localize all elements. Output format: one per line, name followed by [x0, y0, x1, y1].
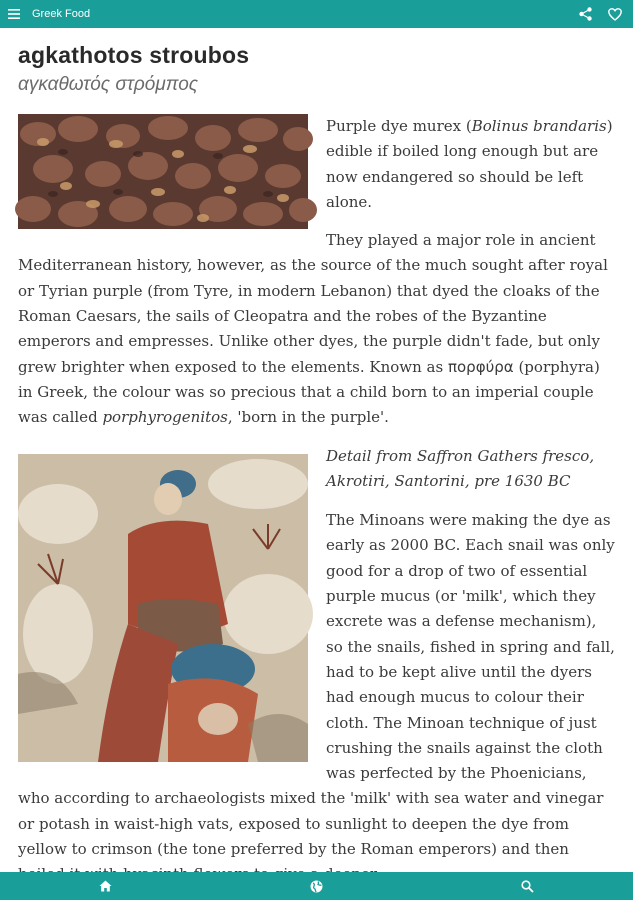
- hamburger-menu-icon[interactable]: [0, 0, 28, 28]
- greek-term-porphyra: πορφύρα: [447, 357, 514, 376]
- heart-icon[interactable]: [607, 6, 623, 22]
- saffron-gatherers-fresco-image: [18, 454, 308, 762]
- paragraph-2: They played a major role in ancient Mediterranean history, however, as the source of the much sought after royal or Tyrian purple (from Tyre, in modern Lebanon) that dyed the cloaks of the Roman Caesars, the sails of Cleopatra and the robes of the Byzantine emperors and empresses. Unlike other dyes, the purple didn't fade, but only grew brighter when exposed to the elements. Known as πορφύρα (porphyra) in Greek, the colour was so precious that a child born to an imperial couple was called porphyrogenitos, 'born in the purple'.: [18, 231, 608, 427]
- home-icon[interactable]: [98, 878, 114, 894]
- term-porphyrogenitos: porphyrogenitos: [102, 408, 228, 427]
- share-icon[interactable]: [577, 6, 593, 22]
- page-subtitle-greek: αγκαθωτός στρόμπος: [18, 74, 199, 95]
- page-title: agkathotos stroubos: [18, 42, 250, 68]
- article-content[interactable]: [0, 28, 633, 872]
- globe-icon[interactable]: [309, 878, 325, 894]
- murex-shells-image: [18, 114, 308, 229]
- bottom-navigation: [0, 872, 633, 900]
- app-bar: [0, 0, 633, 28]
- species-name: Bolinus brandaris: [471, 117, 607, 135]
- app-title: Greek Food: [32, 8, 91, 20]
- paragraph-3: The Minoans were making the dye as early as 2000 BC. Each snail was only good for a drop of two of essential purple mucus (or 'milk', which they excrete was a defense mechanism), so the snails, fished in spring and fall, had to be kept alive until the dyers had enough mucus to colour their cloth. The Minoan technique of just crushing the snails against the cloth was perfected by the Phoenicians, who according to archaeologists mixed the 'milk' with sea water and vinegar or potash in waist-high vats, exposed to sunlight to deepen the dye from yellow to crimson (the tone preferred by the Roman emperors) and then: [18, 511, 615, 859]
- article-body: [18, 114, 615, 901]
- paragraph-1: Purple dye murex (Bolinus brandaris) edible if boiled long enough but are now endangered so should be left alone.: [326, 117, 613, 211]
- image-caption: Detail from Saffron Gathers fresco, Akrotiri, Santorini, pre 1630 BC: [326, 446, 595, 490]
- search-icon[interactable]: [520, 878, 536, 894]
